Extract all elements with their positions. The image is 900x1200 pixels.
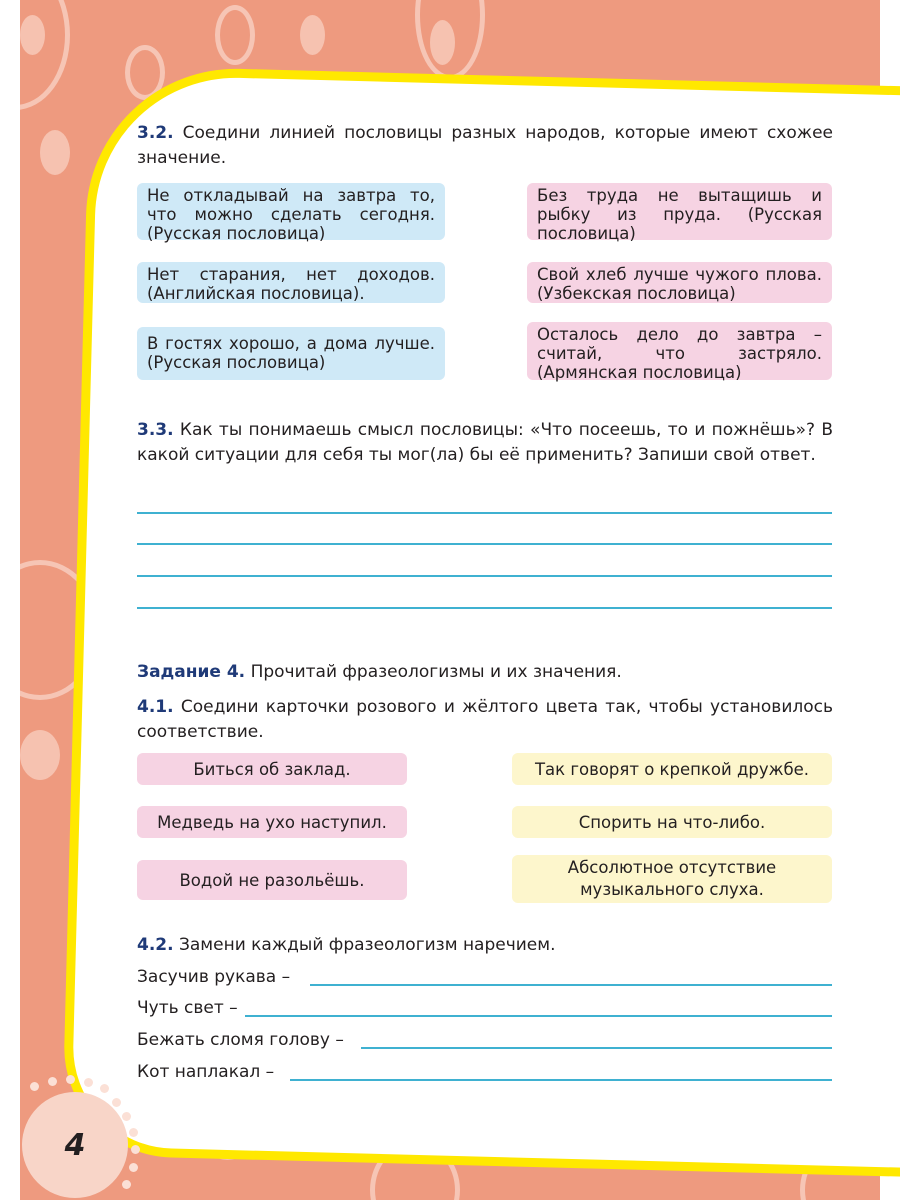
- exercise-4-2-instruction: 4.2. Замени каждый фразеологизм наречием.: [137, 935, 556, 955]
- proverb-card-left[interactable]: Нет старания, нет доходов. (Английская пословица).: [137, 262, 445, 303]
- proverb-card-right[interactable]: Без труда не вытащишь и рыбку из пруда. (Русская пословица): [527, 183, 832, 240]
- answer-line[interactable]: [137, 607, 832, 609]
- meaning-card-yellow[interactable]: Так говорят о крепкой дружбе.: [512, 753, 832, 785]
- phrase-label: Чуть свет –: [137, 998, 238, 1018]
- answer-line[interactable]: [361, 1047, 832, 1049]
- proverb-card-right[interactable]: Осталось дело до завтра – считай, что застряло. (Армянская пословица): [527, 322, 832, 380]
- proverb-card-left[interactable]: В гостях хорошо, а дома лучше. (Русская пословица): [137, 327, 445, 380]
- phrase-card-pink[interactable]: Водой не разольёшь.: [137, 860, 407, 900]
- meaning-card-yellow[interactable]: Спорить на что-либо.: [512, 806, 832, 838]
- answer-line[interactable]: [137, 512, 832, 514]
- proverb-card-right[interactable]: Свой хлеб лучше чужого плова. (Узбекская пословица): [527, 262, 832, 303]
- page-number: 4: [22, 1092, 128, 1198]
- exercise-3-2-instruction: 3.2. Соедини линией пословицы разных народов, которые имеют схожее значение.: [137, 123, 833, 168]
- answer-line[interactable]: [137, 575, 832, 577]
- phrase-card-pink[interactable]: Медведь на ухо наступил.: [137, 806, 407, 838]
- exercise-3-3-instruction: 3.3. Как ты понимаешь смысл пословицы: «Что посеешь, то и пожнёшь»? В какой ситуации для себя ты мог(ла) бы её применить? Запиши свой ответ.: [137, 420, 833, 465]
- answer-line[interactable]: [245, 1015, 832, 1017]
- exercise-4-1-instruction: 4.1. Соедини карточки розового и жёлтого цвета так, чтобы установилось соответствие.: [137, 697, 833, 742]
- answer-line[interactable]: [310, 984, 832, 986]
- proverb-card-left[interactable]: Не откладывай на завтра то, что можно сделать сегодня. (Русская пословица): [137, 183, 445, 240]
- meaning-card-yellow[interactable]: Абсолютное отсутствие музыкального слуха.: [512, 855, 832, 903]
- phrase-label: Кот наплакал –: [137, 1062, 275, 1082]
- answer-line[interactable]: [137, 543, 832, 545]
- phrase-label: Засучив рукава –: [137, 967, 291, 987]
- phrase-label: Бежать сломя голову –: [137, 1030, 344, 1050]
- phrase-card-pink[interactable]: Биться об заклад.: [137, 753, 407, 785]
- task-4-heading: Задание 4. Прочитай фразеологизмы и их значения.: [137, 662, 622, 682]
- answer-line[interactable]: [290, 1079, 832, 1081]
